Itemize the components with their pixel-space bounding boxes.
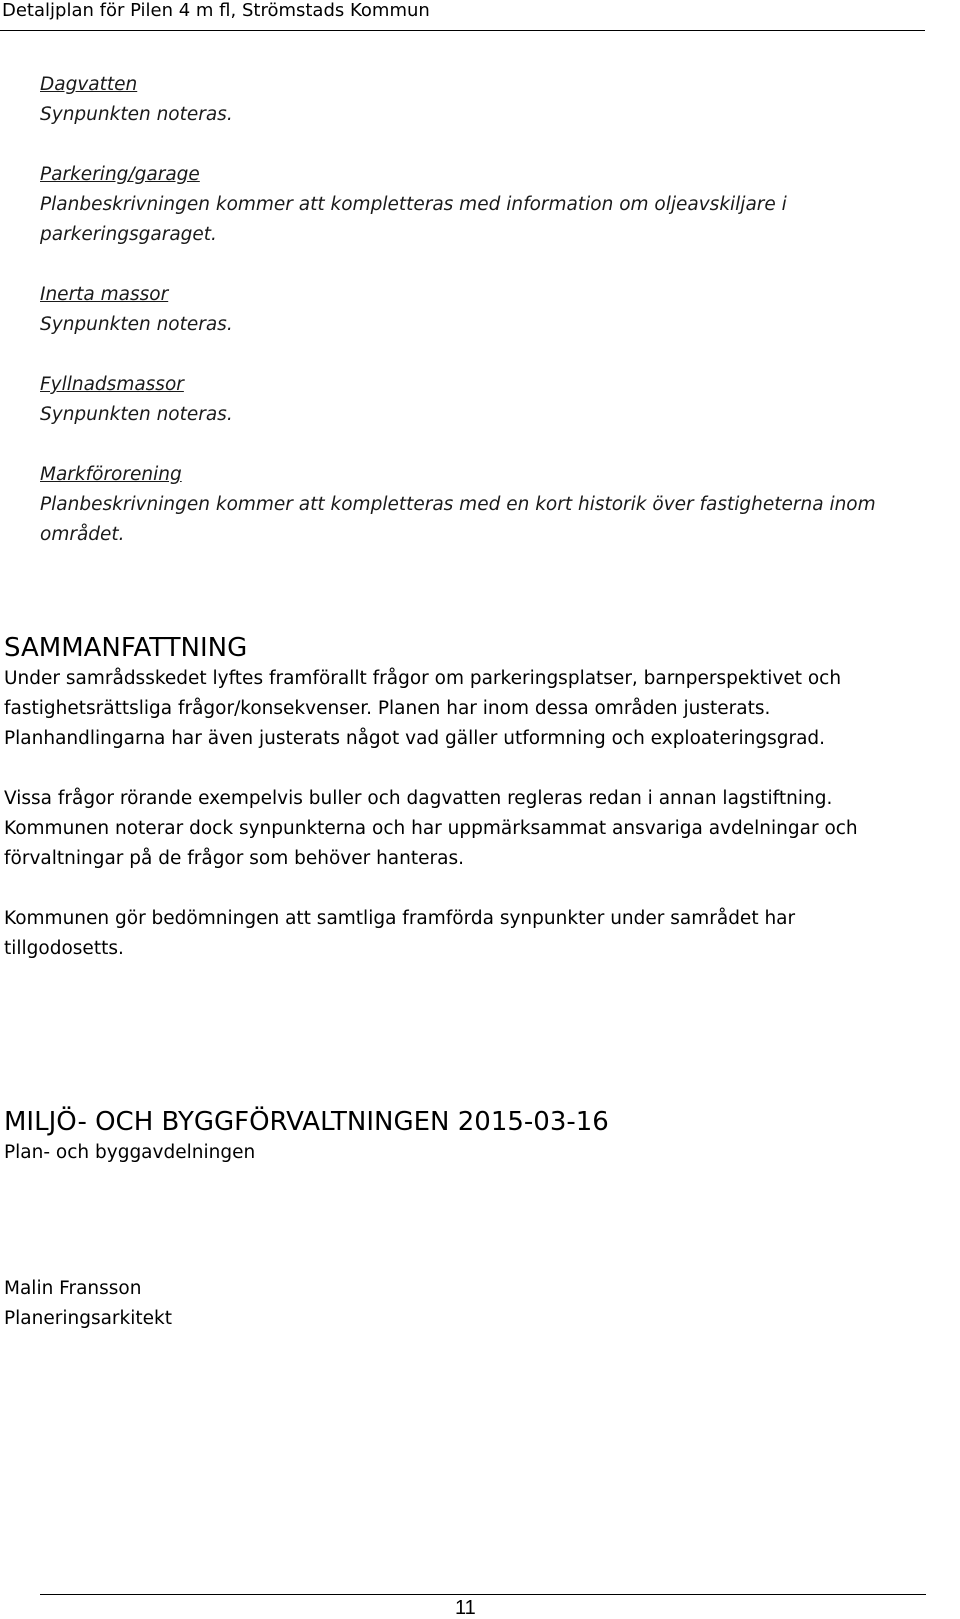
response-text: Planbeskrivningen kommer att kompletteras med en kort historik över fastigheterna inom (40, 494, 876, 515)
response-inerta (40, 280, 940, 340)
response-heading: Markförorening (40, 464, 182, 485)
page-number: 11 (455, 1597, 476, 1619)
summary-section (4, 632, 929, 964)
response-dagvatten (40, 70, 940, 130)
response-parkering (40, 160, 940, 250)
summary-line: Kommunen noterar dock synpunkterna och har uppmärksammat ansvariga avdelningar och (4, 818, 858, 839)
response-text: området. (40, 524, 125, 545)
response-heading: Fyllnadsmassor (40, 374, 184, 395)
summary-line: Vissa frågor rörande exempelvis buller och dagvatten regleras redan i annan lagstiftning. (4, 788, 833, 809)
signature-name: Malin Fransson (4, 1278, 142, 1299)
response-heading: Parkering/garage (40, 164, 200, 185)
page-header (0, 0, 925, 31)
response-text: Synpunkten noteras. (40, 404, 233, 425)
signature-role: Planeringsarkitekt (4, 1308, 172, 1329)
response-heading: Dagvatten (40, 74, 138, 95)
summary-line: förvaltningar på de frågor som behöver hanteras. (4, 848, 464, 869)
signature-block (4, 1274, 929, 1334)
response-text: Planbeskrivningen kommer att kompletteras med information om oljeavskiljare i (40, 194, 787, 215)
paragraph-spacer (4, 874, 929, 904)
response-markfororening (40, 460, 940, 550)
summary-title: SAMMANFATTNING (4, 633, 248, 663)
summary-line: Kommunen gör bedömningen att samtliga framförda synpunkter under samrådet har (4, 908, 796, 929)
paragraph-spacer (4, 754, 929, 784)
response-fyllnad (40, 370, 940, 430)
response-text: parkeringsgaraget. (40, 224, 217, 245)
summary-line: tillgodosetts. (4, 938, 124, 959)
response-heading: Inerta massor (40, 284, 169, 305)
document-title: Detaljplan för Pilen 4 m fl, Strömstads Kommun (2, 0, 430, 21)
summary-line: Under samrådsskedet lyftes framförallt frågor om parkeringsplatser, barnperspektivet och (4, 668, 842, 689)
summary-line: fastighetsrättsliga frågor/konsekvenser. Planen har inom dessa områden justerats. (4, 698, 771, 719)
footer-divider (40, 1594, 926, 1595)
response-text: Synpunkten noteras. (40, 104, 233, 125)
office-block (4, 1106, 929, 1168)
response-text: Synpunkten noteras. (40, 314, 233, 335)
office-title: MILJÖ- OCH BYGGFÖRVALTNINGEN 2015-03-16 (4, 1107, 609, 1137)
summary-line: Planhandlingarna har även justerats något vad gäller utformning och exploateringsgrad. (4, 728, 826, 749)
office-department: Plan- och byggavdelningen (4, 1142, 256, 1163)
